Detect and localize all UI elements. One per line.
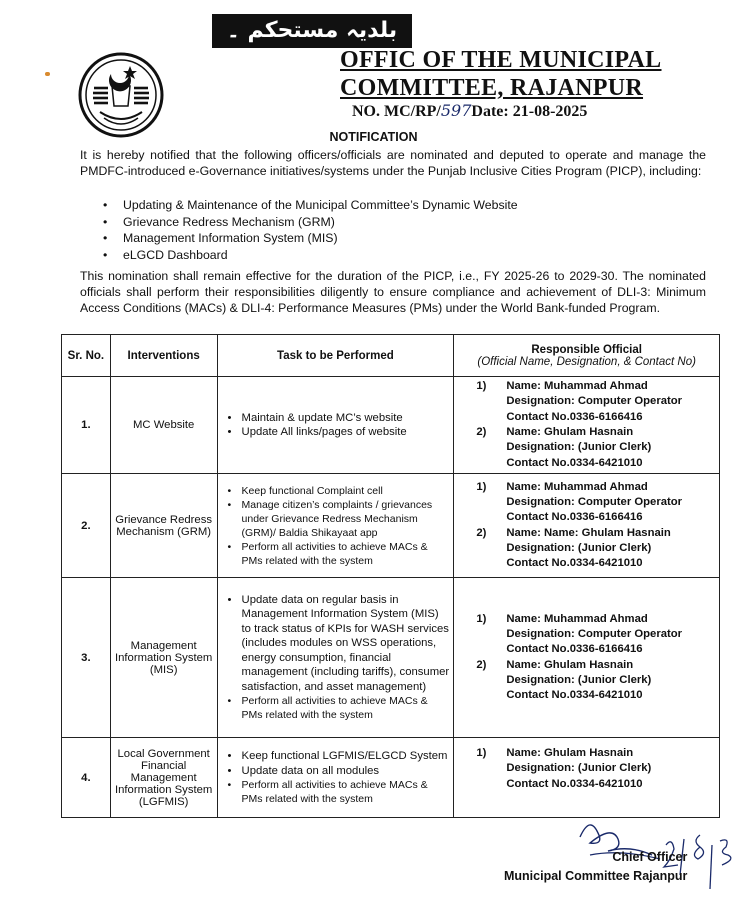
- header-responsible-title: Responsible Official: [531, 343, 642, 356]
- reference-prefix: NO. MC/RP/: [352, 103, 441, 120]
- task-item: • Update All links/pages of website: [228, 425, 450, 440]
- row-tasks: [217, 377, 454, 474]
- task-item: • Update data on all modules: [228, 764, 450, 779]
- row-tasks: [217, 738, 454, 818]
- row-sr: 3.: [62, 578, 111, 738]
- task-item: • Update data on regular basis in Management Information System (MIS) to track status of KPIs for WASH services (includes modules on WSS operations, energy consumption, financial management (including tariffs), consumer satisfaction, and asset management): [228, 593, 450, 695]
- official-entry: 1) Name: Muhammad Ahmad Designation: Computer Operator Contact No.0336-6166416: [476, 480, 683, 524]
- urdu-slogan-banner: بلدیہ مستحکم ۔ پنجاب مستحکم: [212, 14, 412, 48]
- task-item: • Keep functional LGFMIS/ELGCD System: [228, 749, 450, 764]
- official-entry: 2) Name: Name: Ghulam Hasnain Designation: (Junior Clerk) Contact No.0334-6421010: [476, 526, 671, 570]
- signatory-title: Chief Officer: [612, 850, 688, 864]
- intro-paragraph: It is hereby notified that the following officers/officials are nominated and deputed to operate and manage the PMDFC-introduced e-Governance initiatives/systems under the Punjab Inclusive Cities Program (PICP), including:: [80, 148, 706, 178]
- row-sr: 2.: [62, 474, 111, 578]
- row-officials: [454, 738, 720, 818]
- initiative-item: • Updating & Maintenance of the Municipal Committee’s Dynamic Website: [101, 197, 518, 214]
- row-intervention: MC Website: [110, 377, 217, 474]
- official-entry: 2) Name: Ghulam Hasnain Designation: (Junior Clerk) Contact No.0334-6421010: [476, 658, 652, 702]
- table-row: [62, 474, 720, 578]
- official-entry: 1) Name: Muhammad Ahmad Designation: Computer Operator Contact No.0336-6166416: [476, 380, 683, 423]
- official-entry: 1) Name: Muhammad Ahmad Designation: Computer Operator Contact No.0336-6166416: [476, 612, 683, 656]
- office-title-line2: COMMITTEE, RAJANPUR: [340, 75, 644, 101]
- header-task: Task to be Performed: [217, 335, 454, 377]
- header-sr-no: Sr. No.: [62, 335, 111, 377]
- office-title: [340, 46, 662, 102]
- notification-heading: NOTIFICATION: [329, 130, 418, 144]
- table-row: [62, 738, 720, 818]
- row-intervention: Management Information System (MIS): [110, 578, 217, 738]
- row-officials: [454, 474, 720, 578]
- signature-block: [504, 848, 687, 886]
- row-intervention: Grievance Redress Mechanism (GRM): [110, 474, 217, 578]
- office-title-line1: OFFIC OF THE MUNICIPAL: [340, 47, 662, 73]
- table-row: [62, 377, 720, 474]
- initiative-item: • Management Information System (MIS): [101, 230, 518, 247]
- task-item: • Manage citizen’s complaints / grievances under Grievance Redress Mechanism (GRM)/ Baldia Shikayaat app: [228, 498, 450, 540]
- row-sr: 4.: [62, 738, 111, 818]
- task-item: • Perform all activities to achieve MACs & PMs related with the system: [228, 778, 450, 806]
- row-officials: [454, 377, 720, 474]
- punjab-emblem-logo: [78, 52, 164, 138]
- task-item: • Keep functional Complaint cell: [228, 484, 450, 498]
- table-header-row: [62, 335, 720, 377]
- row-intervention: Local Government Financial Management Information System (LGFMIS): [110, 738, 217, 818]
- stray-mark: [45, 72, 50, 76]
- initiative-item: • Grievance Redress Mechanism (GRM): [101, 214, 518, 231]
- row-officials: [454, 578, 720, 738]
- reference-line: [352, 101, 587, 121]
- header-responsible-subtitle: (Official Name, Designation, & Contact No): [477, 355, 696, 368]
- nomination-table: [61, 334, 720, 818]
- official-entry: 2) Name: Ghulam Hasnain Designation: (Junior Clerk) Contact No.0334-6421010: [476, 426, 652, 469]
- row-tasks: [217, 474, 454, 578]
- header-responsible: [454, 335, 720, 377]
- table-row: [62, 578, 720, 738]
- reference-date: Date: 21-08-2025: [471, 103, 588, 120]
- task-item: • Maintain & update MC’s website: [228, 411, 450, 426]
- signatory-organization: Municipal Committee Rajanpur: [504, 869, 688, 883]
- official-entry: 1) Name: Ghulam Hasnain Designation: (Junior Clerk) Contact No.0334-6421010: [476, 747, 652, 790]
- reference-number: 597: [440, 101, 472, 120]
- duration-paragraph: This nomination shall remain effective for the duration of the PICP, i.e., FY 2025-26 to 2029-30. The nominated officials shall perform their responsibilities diligently to ensure compliance and achievement of DLI-3: Minimum Access Conditions (MACs) & DLI-4: Performance Measures (PMs) under the World Bank-funded Program.: [80, 269, 706, 315]
- row-tasks: [217, 578, 454, 738]
- task-item: • Perform all activities to achieve MACs & PMs related with the system: [228, 694, 450, 722]
- initiatives-list: [101, 197, 518, 263]
- initiative-item: • eLGCD Dashboard: [101, 247, 518, 264]
- row-sr: 1.: [62, 377, 111, 474]
- header-interventions: Interventions: [110, 335, 217, 377]
- task-item: • Perform all activities to achieve MACs & PMs related with the system: [228, 540, 450, 568]
